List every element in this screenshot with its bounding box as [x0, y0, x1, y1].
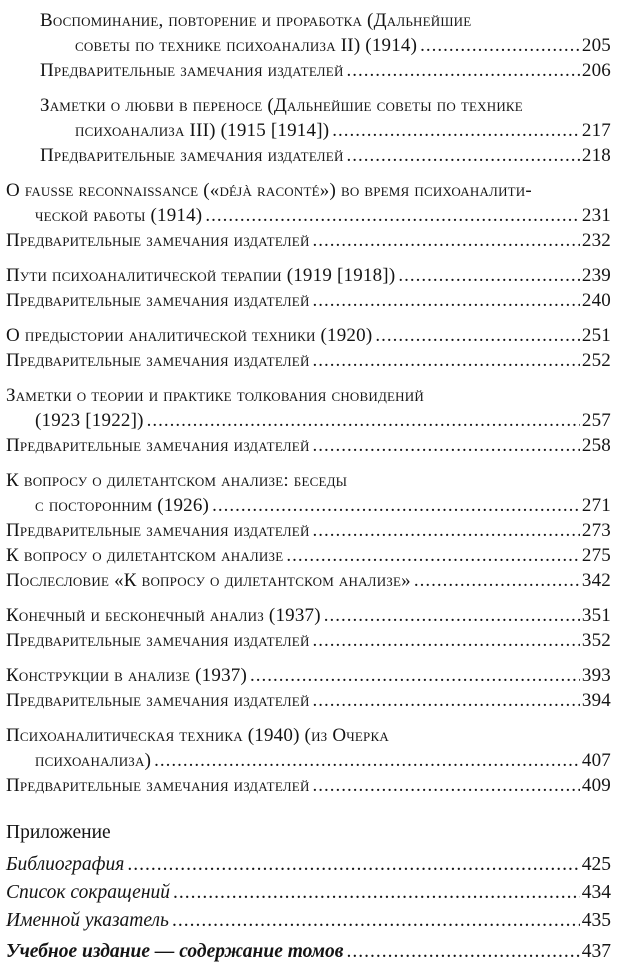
dot-leader — [286, 543, 580, 568]
toc-entry-line — [40, 33, 611, 58]
page-number: 273 — [581, 520, 611, 541]
toc-entry — [6, 603, 611, 628]
dot-leader — [313, 433, 580, 458]
toc-entry-line — [6, 203, 611, 228]
toc-entry-line — [6, 908, 611, 933]
toc-entry — [6, 723, 611, 773]
entry-title: Конструкции в анализе (1937) — [6, 665, 248, 686]
page-number: 271 — [581, 495, 611, 516]
toc-entry-line — [6, 543, 611, 568]
toc-entry — [6, 323, 611, 348]
dot-leader — [173, 880, 580, 905]
entry-title: ческой работы (1914) — [35, 205, 203, 226]
toc-entry — [6, 543, 611, 568]
entry-title: Предварительные замечания издателей — [40, 145, 344, 166]
page-number: 251 — [581, 325, 611, 346]
toc-entry — [6, 433, 611, 458]
page-number: 240 — [581, 290, 611, 311]
toc-entry-line — [6, 880, 611, 905]
entry-title: советы по технике психоанализа II) (1914) — [75, 35, 418, 56]
entry-title: Психоаналитическая техника (1940) (из Очерка — [6, 725, 389, 746]
page-number: 393 — [581, 665, 611, 686]
toc-entry-line — [6, 518, 611, 543]
backmatter-entry-prilozhenie — [6, 820, 611, 845]
entry-title: Пути психоаналитической терапии (1919 [1918]) — [6, 265, 396, 286]
toc-entry — [6, 518, 611, 543]
entry-title: (1923 [1922]) — [35, 410, 144, 431]
page-number: 409 — [581, 775, 611, 796]
toc-entry-line — [40, 8, 611, 33]
backmatter-entry-imennoy-ukazatel — [6, 908, 611, 933]
entry-title: Предварительные замечания издателей — [6, 435, 310, 456]
page-number: 394 — [581, 690, 611, 711]
page-number: 434 — [581, 882, 611, 903]
toc-entry-line — [40, 143, 611, 168]
dot-leader — [172, 908, 580, 933]
toc-page — [6, 8, 611, 972]
toc-entry — [6, 468, 611, 518]
toc-entry — [6, 143, 611, 168]
entry-title: Заметки о теории и практике толкования сновидений — [6, 385, 424, 406]
toc-entry-line — [6, 852, 611, 877]
toc-entry — [6, 263, 611, 288]
toc-entry-line — [6, 323, 611, 348]
toc-entry-line — [40, 93, 611, 118]
dot-leader — [205, 203, 580, 228]
toc-entry-line — [6, 408, 611, 433]
entry-title: Библиография — [6, 854, 125, 875]
dot-leader — [332, 118, 580, 143]
toc-entry — [6, 688, 611, 713]
page-number: 352 — [581, 630, 611, 651]
entry-title: Именной указатель — [6, 910, 169, 931]
entry-title: Предварительные замечания издателей — [6, 630, 310, 651]
page-number: 437 — [581, 941, 611, 962]
dot-leader — [313, 688, 580, 713]
backmatter-entry-sokrashcheniya — [6, 880, 611, 905]
page-number: 435 — [581, 910, 611, 931]
entry-title: Предварительные замечания издателей — [6, 520, 310, 541]
entry-title: Предварительные замечания издателей — [6, 230, 310, 251]
dot-leader — [212, 493, 580, 518]
toc-entry-line — [6, 468, 611, 493]
entry-title: К вопросу о дилетантском анализе — [6, 545, 284, 566]
dot-leader — [127, 852, 579, 877]
entry-title: О предыстории аналитической техники (1920) — [6, 325, 373, 346]
page-number: 239 — [581, 265, 611, 286]
backmatter-entry-uchebnoe-izdanie — [6, 939, 611, 964]
entry-title: Предварительные замечания издателей — [6, 690, 310, 711]
dot-leader — [313, 773, 580, 798]
page-number: 407 — [581, 750, 611, 771]
toc-entry-line — [6, 939, 611, 964]
toc-entry — [6, 228, 611, 253]
dot-leader — [313, 228, 580, 253]
toc-entry-line — [6, 228, 611, 253]
entry-title: Предварительные замечания издателей — [6, 350, 310, 371]
entry-title: психоанализа) — [35, 750, 152, 771]
entry-title: О fausse reconnaissance («déjà raconté») во время психоаналити- — [6, 180, 532, 201]
toc-entry — [6, 93, 611, 143]
dot-leader — [147, 408, 580, 433]
toc-entry-line — [6, 383, 611, 408]
toc-entry-line — [6, 348, 611, 373]
toc-entry-line — [6, 178, 611, 203]
page-number: 351 — [581, 605, 611, 626]
entry-title: Предварительные замечания издателей — [6, 775, 310, 796]
toc-entry — [6, 383, 611, 433]
toc-entry-line — [40, 118, 611, 143]
toc-entry — [6, 628, 611, 653]
dot-leader — [347, 143, 580, 168]
toc-entry-line — [6, 433, 611, 458]
toc-entry — [6, 178, 611, 228]
toc-entry-line — [6, 748, 611, 773]
page-number: 218 — [581, 145, 611, 166]
toc-entry-line — [6, 628, 611, 653]
toc-entry — [6, 348, 611, 373]
dot-leader — [154, 748, 580, 773]
toc-entry-line — [6, 773, 611, 798]
toc-entry-line — [6, 820, 611, 845]
toc-entry-line — [6, 663, 611, 688]
dot-leader — [313, 518, 580, 543]
entry-title: Воспоминание, повторение и проработка (Дальнейшие — [40, 10, 472, 31]
toc-entry — [6, 663, 611, 688]
entry-title: Заметки о любви в переносе (Дальнейшие советы по технике — [40, 95, 523, 116]
entry-title: Предварительные замечания издателей — [6, 290, 310, 311]
entry-title: К вопросу о дилетантском анализе: беседы — [6, 470, 348, 491]
dot-leader — [313, 288, 580, 313]
toc-entry-line — [40, 58, 611, 83]
entry-title: Приложение — [6, 822, 111, 843]
toc-entry — [6, 8, 611, 58]
dot-leader — [313, 348, 580, 373]
entry-title: психоанализа III) (1915 [1914]) — [75, 120, 330, 141]
toc-entry-line — [6, 493, 611, 518]
dot-leader — [347, 58, 580, 83]
entry-title: Список сокращений — [6, 882, 170, 903]
toc-entry-line — [6, 263, 611, 288]
toc-entry — [6, 288, 611, 313]
toc-entry — [6, 568, 611, 593]
entry-title: Учебное издание — содержание томов — [6, 941, 344, 962]
dot-leader — [250, 663, 580, 688]
page-number: 425 — [581, 854, 611, 875]
dot-leader — [420, 33, 580, 58]
backmatter-entry-bibliografia — [6, 852, 611, 877]
dot-leader — [347, 939, 580, 964]
entry-title: Предварительные замечания издателей — [40, 60, 344, 81]
toc-entry-line — [6, 568, 611, 593]
entry-title: Конечный и бесконечный анализ (1937) — [6, 605, 321, 626]
toc-entry-line — [6, 603, 611, 628]
page-number: 252 — [581, 350, 611, 371]
dot-leader — [313, 628, 580, 653]
page-number: 232 — [581, 230, 611, 251]
page-number: 258 — [581, 435, 611, 456]
dot-leader — [414, 568, 580, 593]
page-number: 342 — [581, 570, 611, 591]
entry-title: Послесловие «К вопросу о дилетантском анализе» — [6, 570, 411, 591]
entry-title: с посторонним (1926) — [35, 495, 210, 516]
toc-entry-line — [6, 688, 611, 713]
page-number: 217 — [581, 120, 611, 141]
toc-entry-line — [6, 723, 611, 748]
page-number: 257 — [581, 410, 611, 431]
toc-entry — [6, 58, 611, 83]
page-number: 275 — [581, 545, 611, 566]
toc-entry — [6, 773, 611, 798]
dot-leader — [324, 603, 580, 628]
page-number: 205 — [581, 35, 611, 56]
dot-leader — [375, 323, 580, 348]
dot-leader — [398, 263, 580, 288]
page-number: 231 — [581, 205, 611, 226]
page-number: 206 — [581, 60, 611, 81]
toc-entry-line — [6, 288, 611, 313]
